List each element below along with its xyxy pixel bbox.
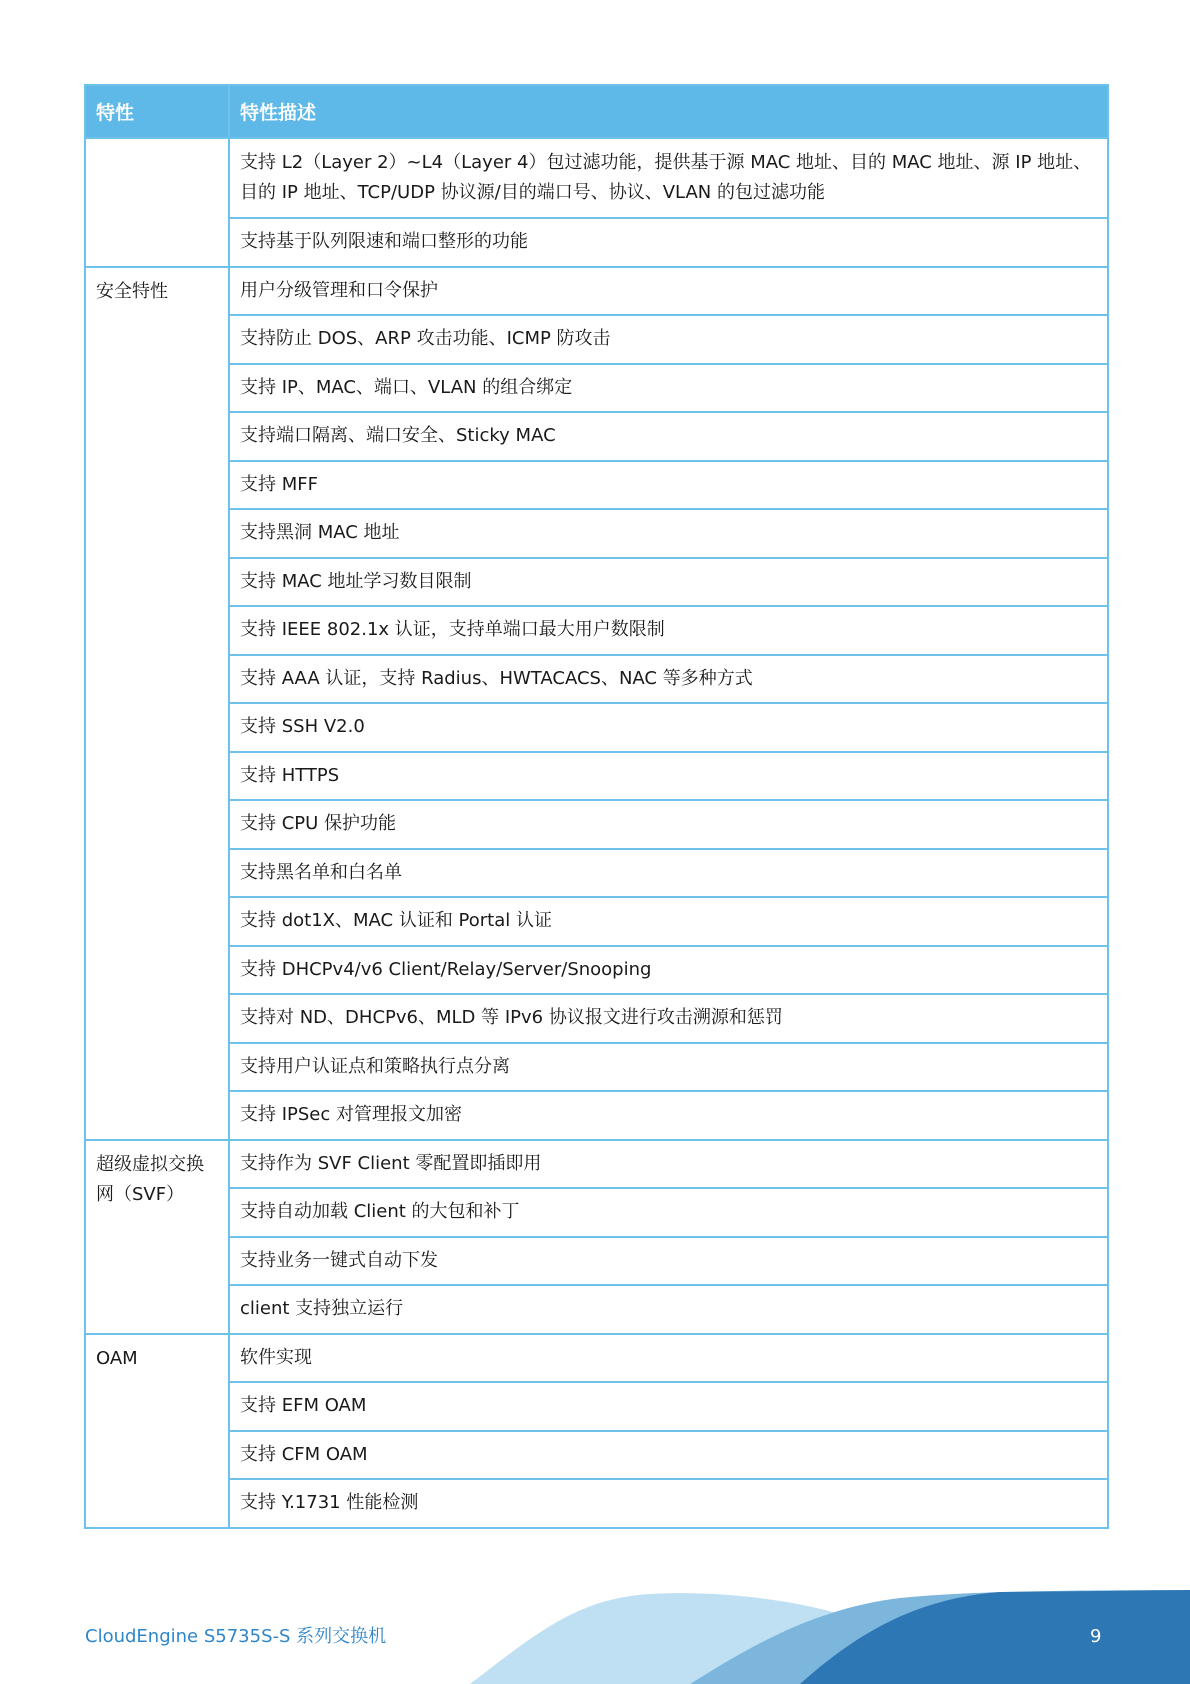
table-row — [85, 703, 1108, 752]
description-cell: 支持用户认证点和策略执行点分离 — [229, 1043, 1108, 1092]
table-row — [85, 267, 1108, 316]
description-cell: 支持端口隔离、端口安全、Sticky MAC — [229, 412, 1108, 461]
feature-cell: OAM — [85, 1334, 229, 1528]
table-row — [85, 752, 1108, 801]
feature-cell: 超级虚拟交换网（SVF） — [85, 1140, 229, 1334]
description-cell: 支持 EFM OAM — [229, 1382, 1108, 1431]
table-row — [85, 138, 1108, 218]
description-cell: 支持 IP、MAC、端口、VLAN 的组合绑定 — [229, 364, 1108, 413]
description-cell: 支持业务一键式自动下发 — [229, 1237, 1108, 1286]
description-cell: 支持 IPSec 对管理报文加密 — [229, 1091, 1108, 1140]
description-cell: 支持 dot1X、MAC 认证和 Portal 认证 — [229, 897, 1108, 946]
description-cell: 支持黑名单和白名单 — [229, 849, 1108, 898]
description-cell: 用户分级管理和口令保护 — [229, 267, 1108, 316]
table-row — [85, 1382, 1108, 1431]
description-cell: 支持 HTTPS — [229, 752, 1108, 801]
description-cell: 支持对 ND、DHCPv6、MLD 等 IPv6 协议报文进行攻击溯源和惩罚 — [229, 994, 1108, 1043]
description-cell: 支持 CPU 保护功能 — [229, 800, 1108, 849]
description-cell: 支持防止 DOS、ARP 攻击功能、ICMP 防攻击 — [229, 315, 1108, 364]
table-row — [85, 849, 1108, 898]
table-row — [85, 1334, 1108, 1383]
table-row — [85, 412, 1108, 461]
table-row — [85, 315, 1108, 364]
description-cell: 支持 AAA 认证，支持 Radius、HWTACACS、NAC 等多种方式 — [229, 655, 1108, 704]
table-row — [85, 800, 1108, 849]
feature-cell — [85, 138, 229, 267]
table-row — [85, 1043, 1108, 1092]
table-row — [85, 655, 1108, 704]
description-cell: 支持 MFF — [229, 461, 1108, 510]
table-row — [85, 897, 1108, 946]
table-row — [85, 1431, 1108, 1480]
description-cell: 支持 DHCPv4/v6 Client/Relay/Server/Snooping — [229, 946, 1108, 995]
table-row — [85, 1237, 1108, 1286]
table-row — [85, 1091, 1108, 1140]
table-header-row — [85, 85, 1108, 138]
feature-cell: 安全特性 — [85, 267, 229, 1140]
description-cell: 支持基于队列限速和端口整形的功能 — [229, 218, 1108, 267]
table-row — [85, 946, 1108, 995]
table-row — [85, 994, 1108, 1043]
footer-title: CloudEngine S5735S-S 系列交换机 — [85, 1626, 387, 1647]
table-row — [85, 509, 1108, 558]
description-cell: 支持自动加载 Client 的大包和补丁 — [229, 1188, 1108, 1237]
table-row — [85, 1479, 1108, 1528]
description-cell: 支持 L2（Layer 2）~L4（Layer 4）包过滤功能，提供基于源 MAC 地址、目的 MAC 地址、源 IP 地址、目的 IP 地址、TCP/UDP 协议源/目的端口号、协议、VLAN 的包过滤功能 — [229, 138, 1108, 218]
header-feature: 特性 — [85, 85, 229, 138]
table-row — [85, 1140, 1108, 1189]
description-cell: 支持 SSH V2.0 — [229, 703, 1108, 752]
description-cell: 支持 CFM OAM — [229, 1431, 1108, 1480]
table-row — [85, 1285, 1108, 1334]
table-body — [85, 138, 1108, 1528]
table-row — [85, 558, 1108, 607]
description-cell: 软件实现 — [229, 1334, 1108, 1383]
table-row — [85, 606, 1108, 655]
header-description: 特性描述 — [229, 85, 1108, 138]
table-row — [85, 461, 1108, 510]
table-row — [85, 218, 1108, 267]
table-row — [85, 1188, 1108, 1237]
description-cell: 支持黑洞 MAC 地址 — [229, 509, 1108, 558]
table-row — [85, 364, 1108, 413]
description-cell: 支持作为 SVF Client 零配置即插即用 — [229, 1140, 1108, 1189]
description-cell: 支持 Y.1731 性能检测 — [229, 1479, 1108, 1528]
description-cell: 支持 MAC 地址学习数目限制 — [229, 558, 1108, 607]
description-cell: 支持 IEEE 802.1x 认证，支持单端口最大用户数限制 — [229, 606, 1108, 655]
description-cell: client 支持独立运行 — [229, 1285, 1108, 1334]
page-number: 9 — [1090, 1626, 1102, 1647]
spec-table — [84, 84, 1109, 1529]
